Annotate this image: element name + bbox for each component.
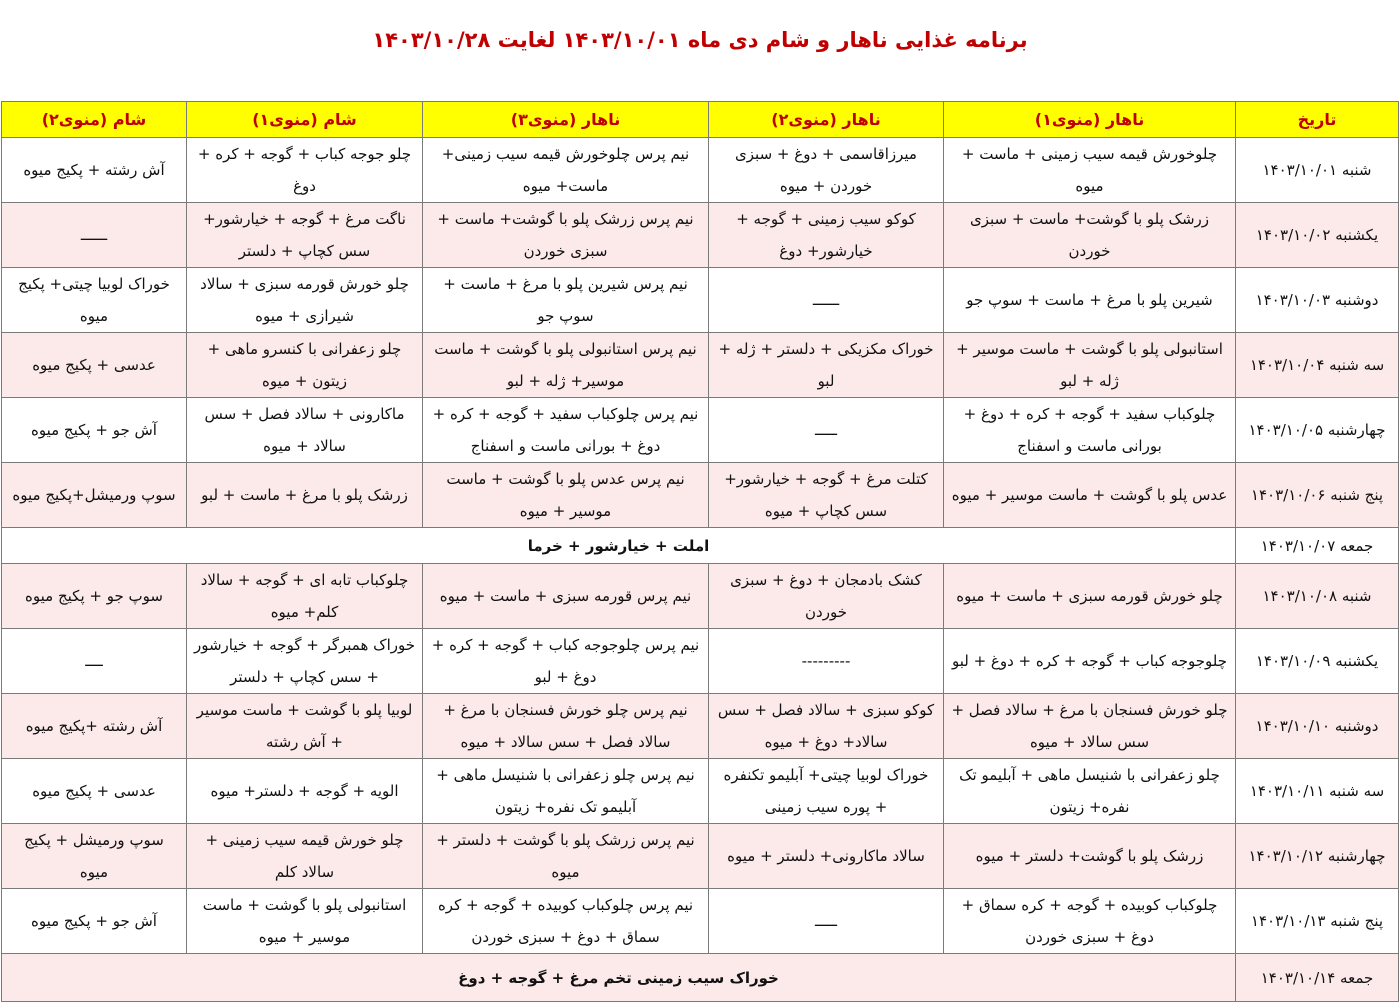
lunch2-cell: کتلت مرغ + گوجه + خیارشور+ سس کچاپ + میوه — [709, 463, 944, 528]
table-row — [2, 694, 1399, 759]
table-row — [2, 138, 1399, 203]
meal-plan-table — [1, 101, 1399, 1002]
table-row — [2, 268, 1399, 333]
dinner1-cell: لوبیا پلو با گوشت + ماست موسیر + آش رشته — [187, 694, 423, 759]
lunch3-cell: نیم پرس استانبولی پلو با گوشت + ماست موسیر+ ژله + لبو — [423, 333, 709, 398]
dinner2-cell: آش جو + پکیج میوه — [2, 398, 187, 463]
dinner2-cell: آش رشته +پکیج میوه — [2, 694, 187, 759]
lunch3-cell: نیم پرس چلوخورش قیمه سیب زمینی+ ماست+ میوه — [423, 138, 709, 203]
table-row — [2, 398, 1399, 463]
table-row — [2, 463, 1399, 528]
dinner2-cell: عدسی + پکیج میوه — [2, 333, 187, 398]
lunch2-cell: ـــــ — [709, 889, 944, 954]
date-cell: یکشنبه ۱۴۰۳/۱۰/۰۹ — [1236, 629, 1399, 694]
lunch2-cell: کوکو سبزی + سالاد فصل + سس سالاد+ دوغ + میوه — [709, 694, 944, 759]
table-row — [2, 629, 1399, 694]
table-row — [2, 889, 1399, 954]
dinner2-cell: آش رشته + پکیج میوه — [2, 138, 187, 203]
date-cell: پنج شنبه ۱۴۰۳/۱۰/۰۶ — [1236, 463, 1399, 528]
dinner2-cell: ــــــ — [2, 203, 187, 268]
lunch1-cell: چلو خورش قورمه سبزی + ماست + میوه — [944, 564, 1236, 629]
lunch3-cell: نیم پرس زرشک پلو با گوشت+ ماست + سبزی خوردن — [423, 203, 709, 268]
lunch2-cell: --------- — [709, 629, 944, 694]
dinner1-cell: الویه + گوجه + دلستر+ میوه — [187, 759, 423, 824]
lunch1-cell: شیرین پلو با مرغ + ماست + سوپ جو — [944, 268, 1236, 333]
dinner2-cell: سوپ ورمیشل+پکیج میوه — [2, 463, 187, 528]
dinner1-cell: استانبولی پلو با گوشت + ماست موسیر + میوه — [187, 889, 423, 954]
lunch2-cell: ـــــ — [709, 398, 944, 463]
lunch1-cell: زرشک پلو با گوشت+ ماست + سبزی خوردن — [944, 203, 1236, 268]
dinner1-cell: زرشک پلو با مرغ + ماست + لبو — [187, 463, 423, 528]
lunch3-cell: نیم پرس چلوجوجه کباب + گوجه + کره + دوغ + لبو — [423, 629, 709, 694]
lunch2-cell: خوراک لوبیا چیتی+ آبلیمو تکنفره + پوره سیب زمینی — [709, 759, 944, 824]
lunch3-cell: نیم پرس چلو زعفرانی با شنیسل ماهی + آبلیمو تک نفره+ زیتون — [423, 759, 709, 824]
lunch2-cell: سالاد ماکارونی+ دلستر + میوه — [709, 824, 944, 889]
date-cell: یکشنبه ۱۴۰۳/۱۰/۰۲ — [1236, 203, 1399, 268]
date-cell: شنبه ۱۴۰۳/۱۰/۰۱ — [1236, 138, 1399, 203]
date-cell: دوشنبه ۱۴۰۳/۱۰/۰۳ — [1236, 268, 1399, 333]
dinner1-cell: خوراک همبرگر + گوجه + خیارشور + سس کچاپ + دلستر — [187, 629, 423, 694]
header-dinner-2: شام (منوی۲) — [2, 102, 187, 138]
lunch3-cell: نیم پرس چلو خورش فسنجان با مرغ + سالاد فصل + سس سالاد + میوه — [423, 694, 709, 759]
lunch3-cell: نیم پرس زرشک پلو با گوشت + دلستر + میوه — [423, 824, 709, 889]
friday-row — [2, 954, 1399, 1002]
date-cell: سه شنبه ۱۴۰۳/۱۰/۰۴ — [1236, 333, 1399, 398]
friday-special-cell: املت + خیارشور + خرما — [2, 528, 1236, 564]
lunch2-cell: خوراک مکزیکی + دلستر + ژله + لبو — [709, 333, 944, 398]
dinner2-cell: آش جو + پکیج میوه — [2, 889, 187, 954]
date-cell: دوشنبه ۱۴۰۳/۱۰/۱۰ — [1236, 694, 1399, 759]
page-title: برنامه غذایی ناهار و شام دی ماه ۱۴۰۳/۱۰/۰۱ لغایت ۱۴۰۳/۱۰/۲۸ — [372, 28, 1028, 52]
lunch1-cell: استانبولی پلو با گوشت + ماست موسیر + ژله + لبو — [944, 333, 1236, 398]
header-date: تاریخ — [1236, 102, 1399, 138]
lunch3-cell: نیم پرس قورمه سبزی + ماست + میوه — [423, 564, 709, 629]
dinner2-cell: سوپ جو + پکیج میوه — [2, 564, 187, 629]
header-row — [2, 102, 1399, 138]
dinner1-cell: چلوکباب تابه ای + گوجه + سالاد کلم+ میوه — [187, 564, 423, 629]
dinner1-cell: ماکارونی + سالاد فصل + سس سالاد + میوه — [187, 398, 423, 463]
date-cell: چهارشنبه ۱۴۰۳/۱۰/۰۵ — [1236, 398, 1399, 463]
dinner1-cell: ناگت مرغ + گوجه + خیارشور+ سس کچاپ + دلستر — [187, 203, 423, 268]
lunch2-cell: ــــــ — [709, 268, 944, 333]
lunch1-cell: چلو خورش فسنجان با مرغ + سالاد فصل + سس سالاد + میوه — [944, 694, 1236, 759]
dinner1-cell: چلو خورش قیمه سیب زمینی + سالاد کلم — [187, 824, 423, 889]
header-lunch-3: ناهار (منوی۳) — [423, 102, 709, 138]
header-lunch-2: ناهار (منوی۲) — [709, 102, 944, 138]
lunch3-cell: نیم پرس عدس پلو با گوشت + ماست موسیر + میوه — [423, 463, 709, 528]
table-row — [2, 824, 1399, 889]
date-cell: جمعه ۱۴۰۳/۱۰/۱۴ — [1236, 954, 1399, 1002]
header-dinner-1: شام (منوی۱) — [187, 102, 423, 138]
lunch1-cell: عدس پلو با گوشت + ماست موسیر + میوه — [944, 463, 1236, 528]
lunch1-cell: چلوجوجه کباب + گوجه + کره + دوغ + لبو — [944, 629, 1236, 694]
lunch2-cell: میرزاقاسمی + دوغ + سبزی خوردن + میوه — [709, 138, 944, 203]
dinner2-cell: خوراک لوبیا چیتی+ پکیج میوه — [2, 268, 187, 333]
header-lunch-1: ناهار (منوی۱) — [944, 102, 1236, 138]
table-row — [2, 203, 1399, 268]
dinner1-cell: چلو جوجه کباب + گوجه + کره + دوغ — [187, 138, 423, 203]
table-row — [2, 564, 1399, 629]
date-cell: جمعه ۱۴۰۳/۱۰/۰۷ — [1236, 528, 1399, 564]
lunch1-cell: چلوکباب کوبیده + گوجه + کره سماق + دوغ + سبزی خوردن — [944, 889, 1236, 954]
lunch2-cell: کوکو سیب زمینی + گوجه + خیارشور+ دوغ — [709, 203, 944, 268]
friday-row — [2, 528, 1399, 564]
friday-special-cell: خوراک سیب زمینی تخم مرغ + گوجه + دوغ — [2, 954, 1236, 1002]
date-cell: شنبه ۱۴۰۳/۱۰/۰۸ — [1236, 564, 1399, 629]
lunch2-cell: کشک بادمجان + دوغ + سبزی خوردن — [709, 564, 944, 629]
table-row — [2, 759, 1399, 824]
lunch1-cell: زرشک پلو با گوشت+ دلستر + میوه — [944, 824, 1236, 889]
dinner1-cell: چلو خورش قورمه سبزی + سالاد شیرازی + میوه — [187, 268, 423, 333]
dinner2-cell: عدسی + پکیج میوه — [2, 759, 187, 824]
date-cell: سه شنبه ۱۴۰۳/۱۰/۱۱ — [1236, 759, 1399, 824]
lunch1-cell: چلوکباب سفید + گوجه + کره + دوغ + بورانی ماست و اسفناج — [944, 398, 1236, 463]
table-row — [2, 333, 1399, 398]
lunch3-cell: نیم پرس شیرین پلو با مرغ + ماست + سوپ جو — [423, 268, 709, 333]
dinner2-cell: ــــ — [2, 629, 187, 694]
lunch1-cell: چلو زعفرانی با شنیسل ماهی + آبلیمو تک نفره+ زیتون — [944, 759, 1236, 824]
date-cell: پنج شنبه ۱۴۰۳/۱۰/۱۳ — [1236, 889, 1399, 954]
lunch1-cell: چلوخورش قیمه سیب زمینی + ماست + میوه — [944, 138, 1236, 203]
dinner2-cell: سوپ ورمیشل + پکیج میوه — [2, 824, 187, 889]
lunch3-cell: نیم پرس چلوکباب کوبیده + گوجه + کره سماق + دوغ + سبزی خوردن — [423, 889, 709, 954]
date-cell: چهارشنبه ۱۴۰۳/۱۰/۱۲ — [1236, 824, 1399, 889]
dinner1-cell: چلو زعفرانی با کنسرو ماهی + زیتون + میوه — [187, 333, 423, 398]
lunch3-cell: نیم پرس چلوکباب سفید + گوجه + کره + دوغ + بورانی ماست و اسفناج — [423, 398, 709, 463]
